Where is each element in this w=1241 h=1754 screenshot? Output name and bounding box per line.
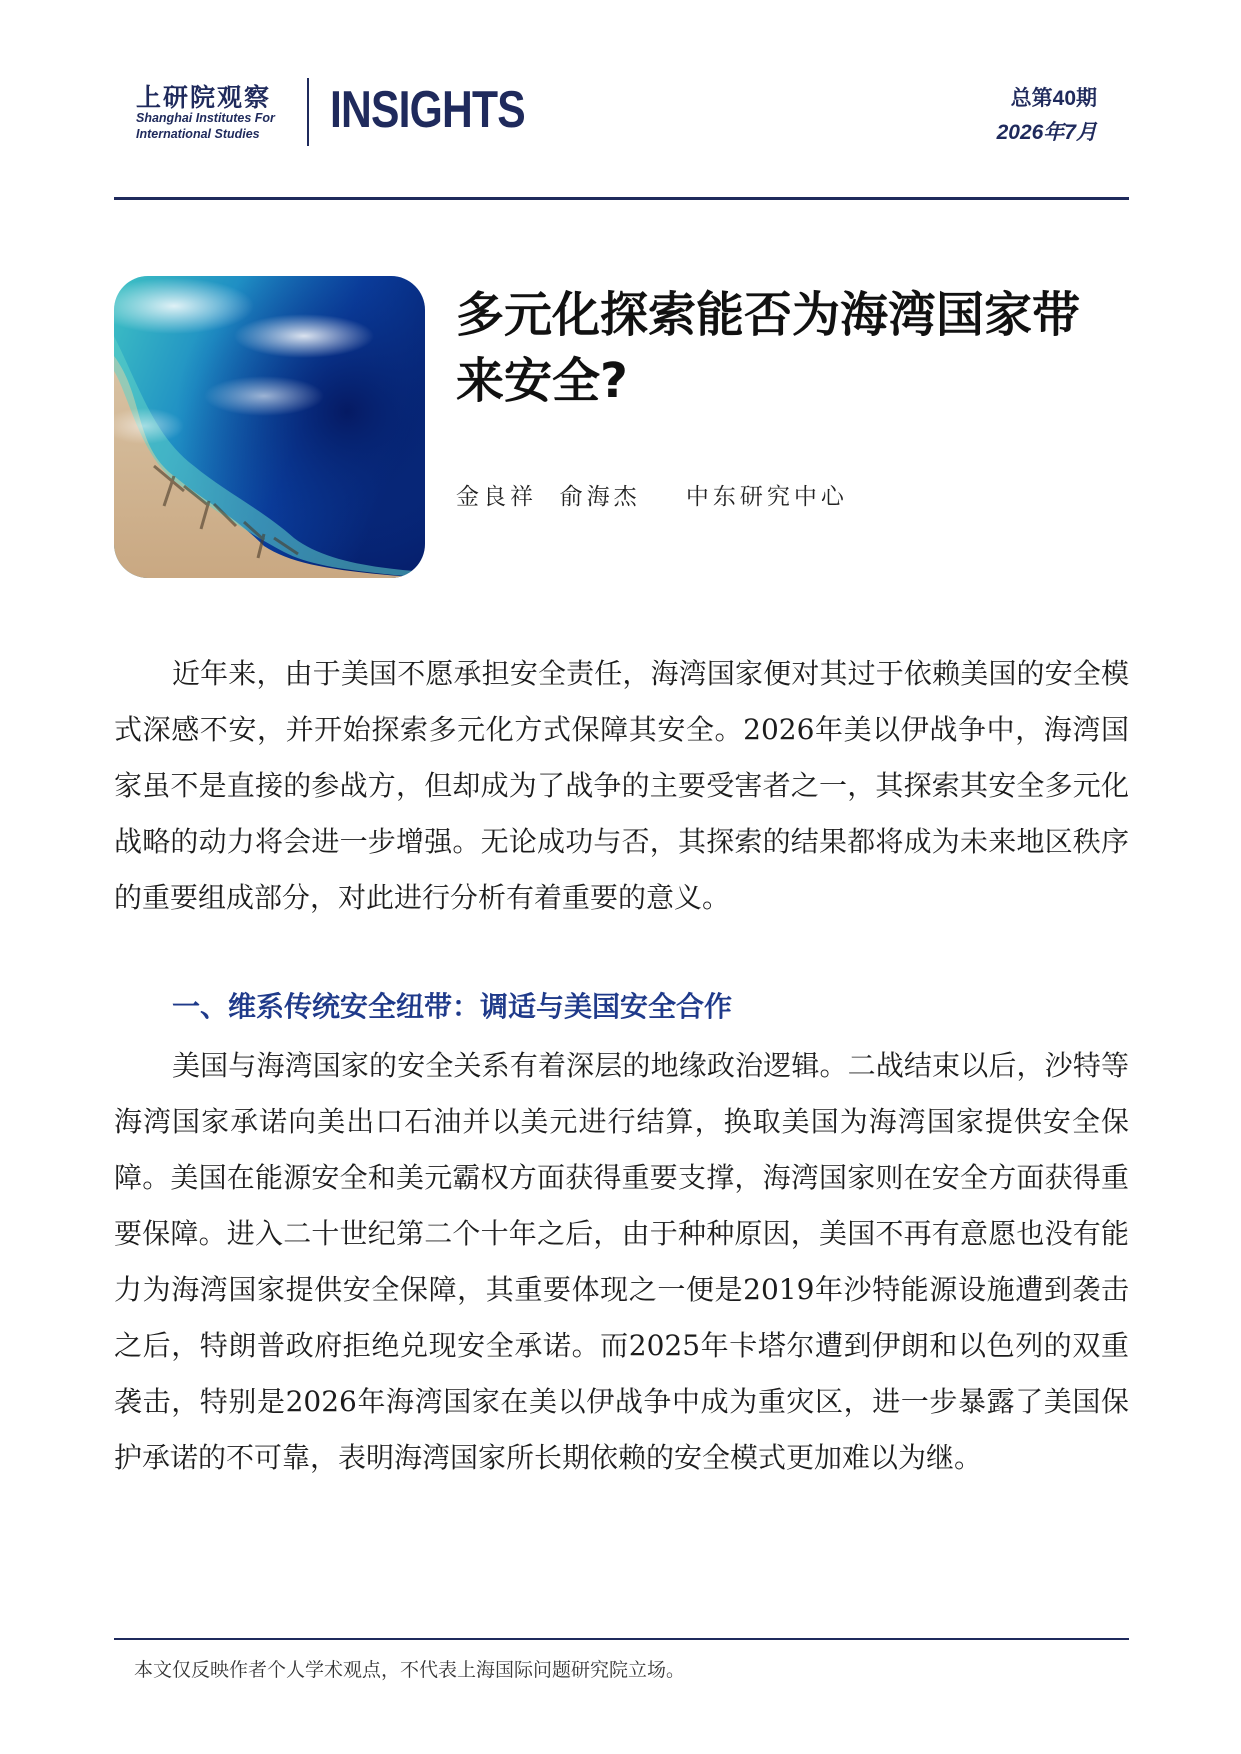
footer-disclaimer: 本文仅反映作者个人学术观点，不代表上海国际问题研究院立场。 <box>134 1659 686 1681</box>
logo-english-line1: Shanghai Institutes For <box>136 111 275 125</box>
aerial-coastline-photo <box>114 276 425 578</box>
logo-english <box>136 110 275 142</box>
article-byline: 金良祥 俞海杰 中东研究中心 <box>456 484 848 510</box>
header-rule <box>114 197 1129 200</box>
section-heading: 一、维系传统安全纽带：调适与美国安全合作 <box>172 990 733 1023</box>
section-body-paragraph: 美国与海湾国家的安全关系有着深层的地缘政治逻辑。二战结束以后，沙特等海湾国家承诺向美出口石油并以美元进行结算，换取美国为海湾国家提供安全保障。美国在能源安全和美元霸权方面获得重要支撑，海湾国家则在安全方面获得重要保障。进入二十世纪第二个十年之后，由于种种原因，美国不再有意愿也没有能力为海湾国家提供安全保障，其重要体现之一便是2019年沙特能源设施遭到袭击之后，特朗普政府拒绝兑现安全承诺。而2025年卡塔尔遭到伊朗和以色列的双重袭击，特别是2026年海湾国家在美以伊战争中成为重灾区，进一步暴露了美国保护承诺的不可靠，表明海湾国家所长期依赖的安全模式更加难以为继。 <box>114 1049 1129 1474</box>
issue-info <box>997 82 1097 150</box>
logo-divider <box>307 78 309 146</box>
issue-number: 总第40期 <box>1010 87 1097 110</box>
article-title: 多元化探索能否为海湾国家带来安全? <box>456 287 1081 409</box>
logo-english-line2: International Studies <box>136 127 260 141</box>
intro-paragraph: 近年来，由于美国不愿承担安全责任，海湾国家便对其过于依赖美国的安全模式深感不安，并开始探索多元化方式保障其安全。2026年美以伊战争中，海湾国家虽不是直接的参战方，但却成为了战争的主要受害者之一，其探索其安全多元化战略的动力将会进一步增强。无论成功与否，其探索的结果都将成为未来地区秩序的重要组成部分，对此进行分析有着重要的意义。 <box>114 657 1129 914</box>
issue-date: 2026年7月 <box>996 121 1097 144</box>
series-title: INSIGHTS <box>330 81 525 139</box>
logo-chinese: 上研院观察 <box>136 83 272 112</box>
footer-rule <box>114 1638 1129 1640</box>
